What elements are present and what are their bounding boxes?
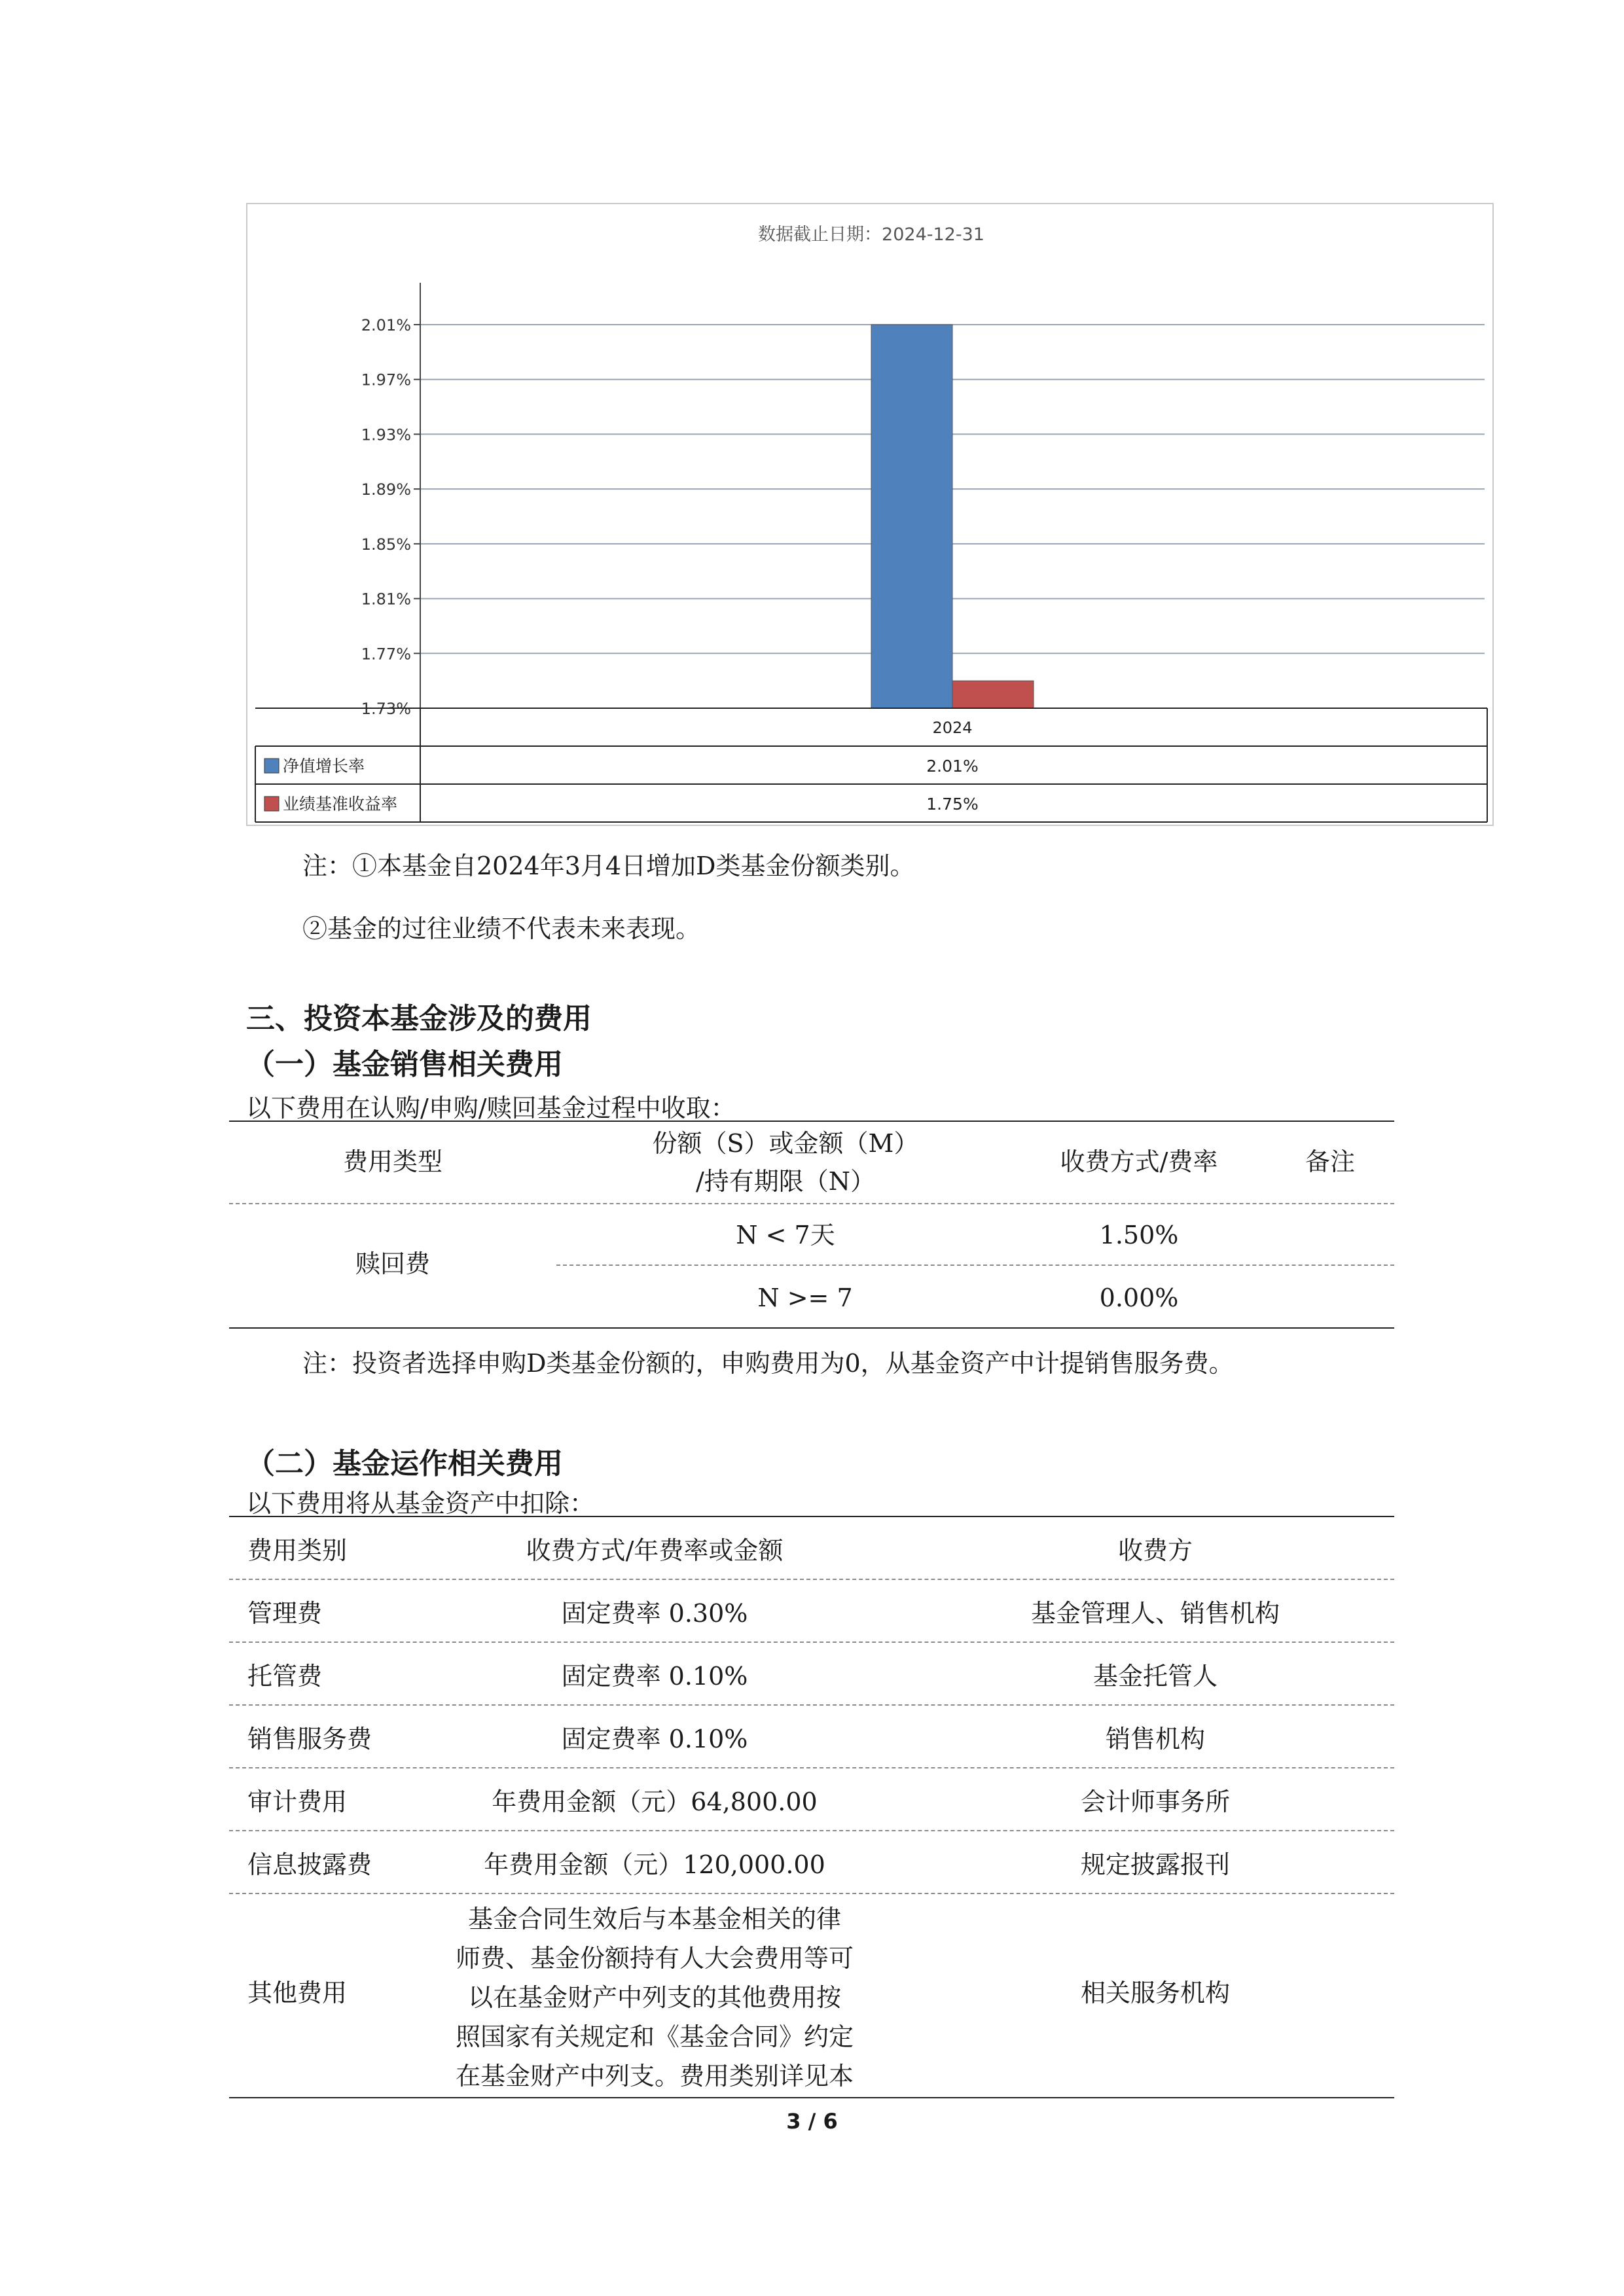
subsection-1-title: （一）基金销售相关费用 bbox=[246, 1048, 563, 1081]
legend-swatch bbox=[264, 759, 279, 773]
y-tick-label: 1.81% bbox=[361, 590, 411, 609]
method-line: 照国家有关规定和《基金合同》约定 bbox=[455, 2022, 854, 2051]
header-category: 费用类别 bbox=[247, 1536, 348, 1565]
y-tick-label: 1.89% bbox=[361, 480, 411, 499]
row-rule bbox=[229, 1579, 1394, 1580]
table-top-rule bbox=[229, 1516, 1394, 1517]
row-payee: 规定披露报刊 bbox=[1080, 1850, 1230, 1879]
chart-title: 数据截止日期：2024-12-31 bbox=[758, 224, 984, 245]
chart-note-2: ②基金的过往业绩不代表未来表现。 bbox=[302, 914, 701, 943]
x-tick-label: 2024 bbox=[932, 719, 973, 737]
data-label: 1.75% bbox=[926, 795, 979, 814]
other-fee-payee: 相关服务机构 bbox=[1080, 1979, 1230, 2007]
rate-row-1: 1.50% bbox=[1099, 1221, 1179, 1249]
legend-label: 净值增长率 bbox=[283, 757, 365, 776]
row-payee: 基金托管人 bbox=[1092, 1662, 1218, 1691]
method-line: 以在基金财产中列支的其他费用按 bbox=[467, 1983, 841, 2012]
row-rule bbox=[229, 1893, 1394, 1894]
chart-bars bbox=[871, 325, 1034, 708]
header-method: 收费方式/年费率或金额 bbox=[526, 1536, 784, 1565]
chart-svg bbox=[247, 204, 1495, 827]
y-tick-label: 1.73% bbox=[361, 700, 411, 718]
legend-swatch bbox=[264, 797, 279, 811]
bar-benchmark bbox=[952, 681, 1034, 708]
section-title: 三、投资本基金涉及的费用 bbox=[246, 1002, 592, 1035]
performance-chart bbox=[246, 203, 1494, 826]
legend-label: 业绩基准收益率 bbox=[283, 795, 398, 814]
row-category: 审计费用 bbox=[247, 1787, 348, 1816]
y-tick-label: 2.01% bbox=[361, 316, 411, 334]
chart-note-1: 注：①本基金自2024年3月4日增加D类基金份额类别。 bbox=[302, 852, 915, 880]
row-rule bbox=[229, 1767, 1394, 1768]
bar-nav-growth bbox=[871, 325, 952, 708]
header-fee-method: 收费方式/费率 bbox=[1060, 1147, 1218, 1176]
table-row-rule bbox=[556, 1265, 1394, 1266]
method-line: 师费、基金份额持有人大会费用等可 bbox=[455, 1944, 854, 1973]
row-method: 年费用金额（元）64,800.00 bbox=[492, 1787, 818, 1816]
subsection-2-intro: 以下费用将从基金资产中扣除： bbox=[246, 1489, 595, 1518]
table-header-rule bbox=[229, 1203, 1394, 1204]
table-bottom-rule bbox=[229, 1327, 1394, 1329]
table-top-rule bbox=[229, 1121, 1394, 1122]
y-tick-label: 1.77% bbox=[361, 645, 411, 664]
header-remark: 备注 bbox=[1305, 1147, 1356, 1176]
data-label: 2.01% bbox=[926, 757, 979, 776]
chart-data-table bbox=[255, 708, 1487, 822]
row-rule bbox=[229, 1830, 1394, 1831]
method-line: 基金合同生效后与本基金相关的律 bbox=[467, 1905, 841, 1933]
y-tick-label: 1.97% bbox=[361, 370, 411, 389]
chart-y-ticks bbox=[361, 316, 411, 718]
row-category: 托管费 bbox=[247, 1662, 323, 1691]
other-fee-category: 其他费用 bbox=[247, 1979, 348, 2007]
header-payee: 收费方 bbox=[1117, 1536, 1193, 1565]
row-rule bbox=[229, 1704, 1394, 1706]
row-category: 信息披露费 bbox=[247, 1850, 372, 1879]
method-line: 在基金财产中列支。费用类别详见本 bbox=[455, 2062, 854, 2090]
period-row-2: N >= 7 bbox=[757, 1283, 853, 1312]
other-fee-method bbox=[425, 1899, 884, 2096]
row-category: 销售服务费 bbox=[247, 1725, 372, 1753]
row-method: 固定费率 0.30% bbox=[561, 1599, 748, 1628]
row-method: 年费用金额（元）120,000.00 bbox=[484, 1850, 825, 1879]
row-payee: 会计师事务所 bbox=[1080, 1787, 1230, 1816]
subsection-1-intro: 以下费用在认购/申购/赎回基金过程中收取： bbox=[246, 1094, 736, 1122]
header-amount-line1: 份额（S）或金额（M） bbox=[652, 1129, 919, 1158]
y-tick-label: 1.93% bbox=[361, 425, 411, 444]
page-number: 3 / 6 bbox=[786, 2109, 838, 2134]
sales-fee-note: 注：投资者选择申购D类基金份额的，申购费用为0，从基金资产中计提销售服务费。 bbox=[302, 1349, 1234, 1378]
row-category: 管理费 bbox=[247, 1599, 323, 1628]
row-rule bbox=[229, 1641, 1394, 1643]
row-payee: 基金管理人、销售机构 bbox=[1030, 1599, 1280, 1628]
subsection-2-title: （二）基金运作相关费用 bbox=[246, 1447, 563, 1480]
row-payee: 销售机构 bbox=[1105, 1725, 1205, 1753]
table-bottom-rule bbox=[229, 2097, 1394, 2098]
header-fee-type: 费用类型 bbox=[342, 1147, 442, 1176]
row-method: 固定费率 0.10% bbox=[561, 1662, 748, 1691]
period-row-1: N < 7天 bbox=[736, 1221, 835, 1249]
y-tick-label: 1.85% bbox=[361, 535, 411, 554]
header-amount-line2: /持有期限（N） bbox=[695, 1167, 876, 1196]
row-method: 固定费率 0.10% bbox=[561, 1725, 748, 1753]
redemption-fee-label: 赎回费 bbox=[355, 1249, 430, 1278]
rate-row-2: 0.00% bbox=[1099, 1283, 1179, 1312]
